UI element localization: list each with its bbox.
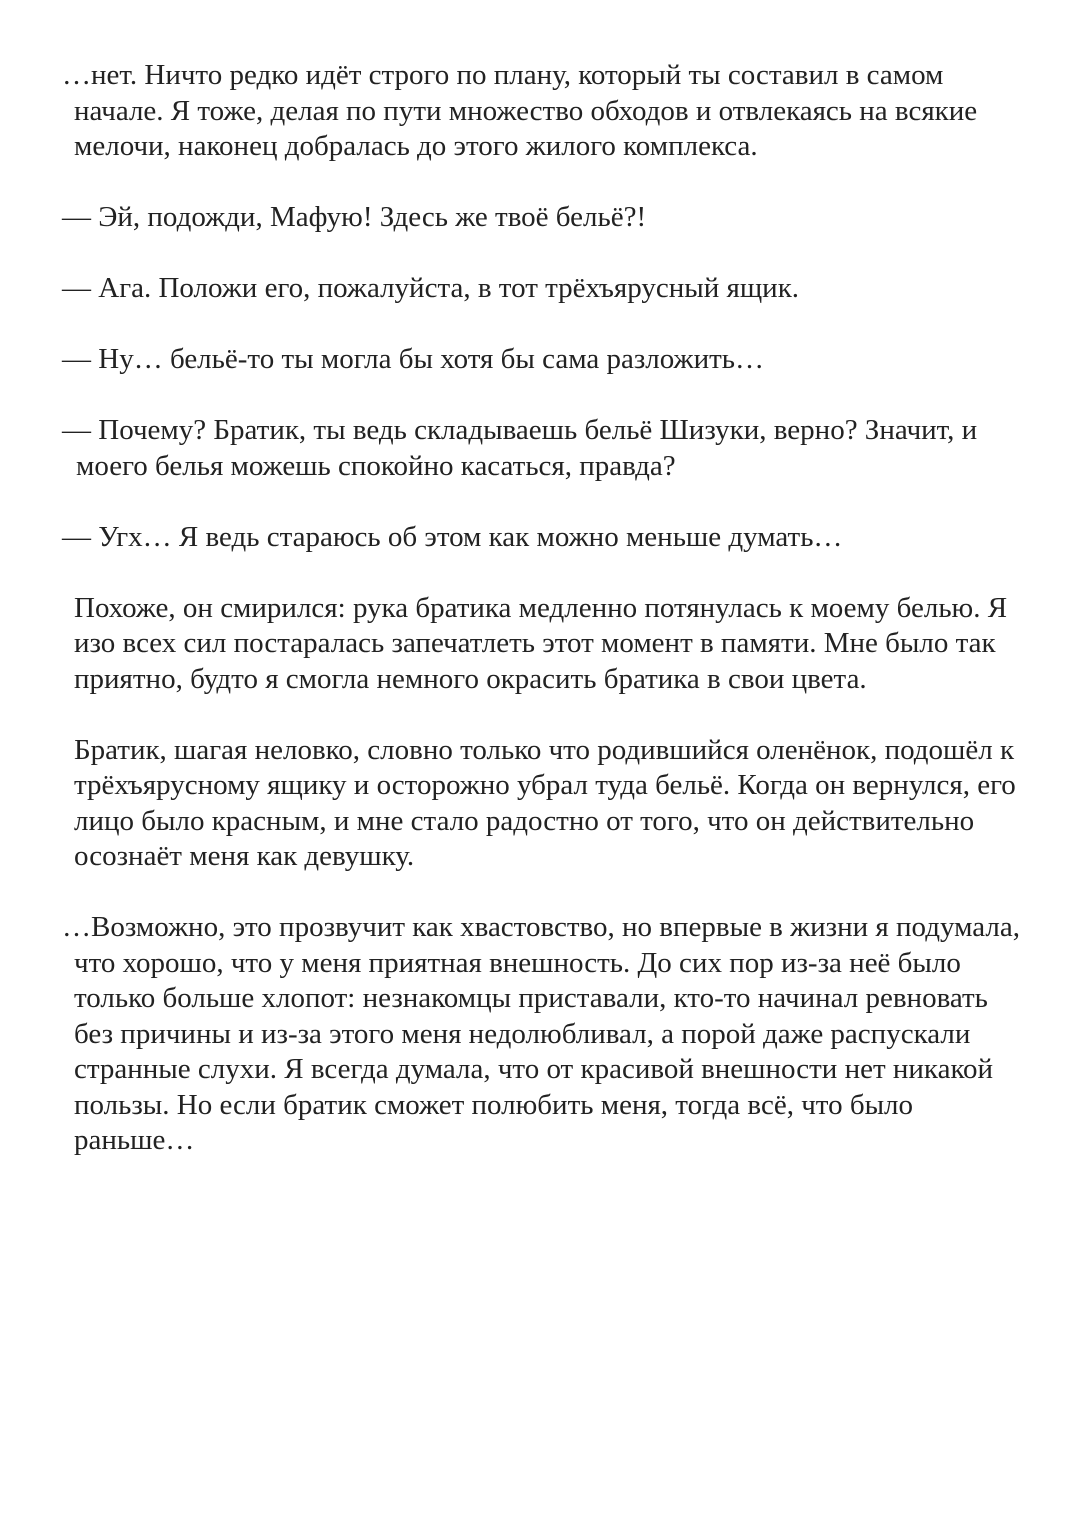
paragraph-3: Братик, шагая неловко, словно только что родившийся оленёнок, подошёл к трёхъярусному ящику и осторожно убрал туда бельё. Когда он вернулся, его лицо было красным, и мне стало радостно от того, что он действительно осознаёт меня как девушку. [74,733,1016,872]
paragraph-2: Похоже, он смирился: рука братика медленно потянулась к моему белью. Я изо всех сил постаралась запечатлеть этот момент в памяти. Мне было так приятно, будто я смогла немного окрасить братика в свои цвета. [74,591,1008,695]
paragraph-4: …Возможно, это прозвучит как хвастовство, но впервые в жизни я подумала, что хорошо, что у меня приятная внешность. До сих пор из-за неё было только больше хлопот: незнакомцы приставали, кто-то начинал ревновать без причины и из-за этого меня недолюбливал, а порой даже распускали странные слухи. Я всегда думала, что от красивой внешности нет никакой пользы. Но если братик сможет полюбить меня, тогда всё, что было раньше… [62,911,1020,1156]
dialogue-line-1: — Эй, подожди, Мафую! Здесь же твоё бельё?! [62,201,647,233]
paragraph-1: …нет. Ничто редко идёт строго по плану, который ты составил в самом начале. Я тоже, делая по пути множество обходов и отвлекаясь на всякие мелочи, наконец добралась до этого жилого комплекса. [62,59,978,162]
dialogue-line-3: — Ну… бельё-то ты могла бы хотя бы сама разложить… [62,343,765,375]
dialogue-line-2: — Ага. Положи его, пожалуйста, в тот трёхъярусный ящик. [62,272,800,304]
dialogue-line-4: — Почему? Братик, ты ведь складываешь бельё Шизуки, верно? Значит, и моего белья можешь спокойно касаться, правда? [62,414,978,482]
dialogue-line-5: — Угх… Я ведь стараюсь об этом как можно меньше думать… [62,520,843,553]
